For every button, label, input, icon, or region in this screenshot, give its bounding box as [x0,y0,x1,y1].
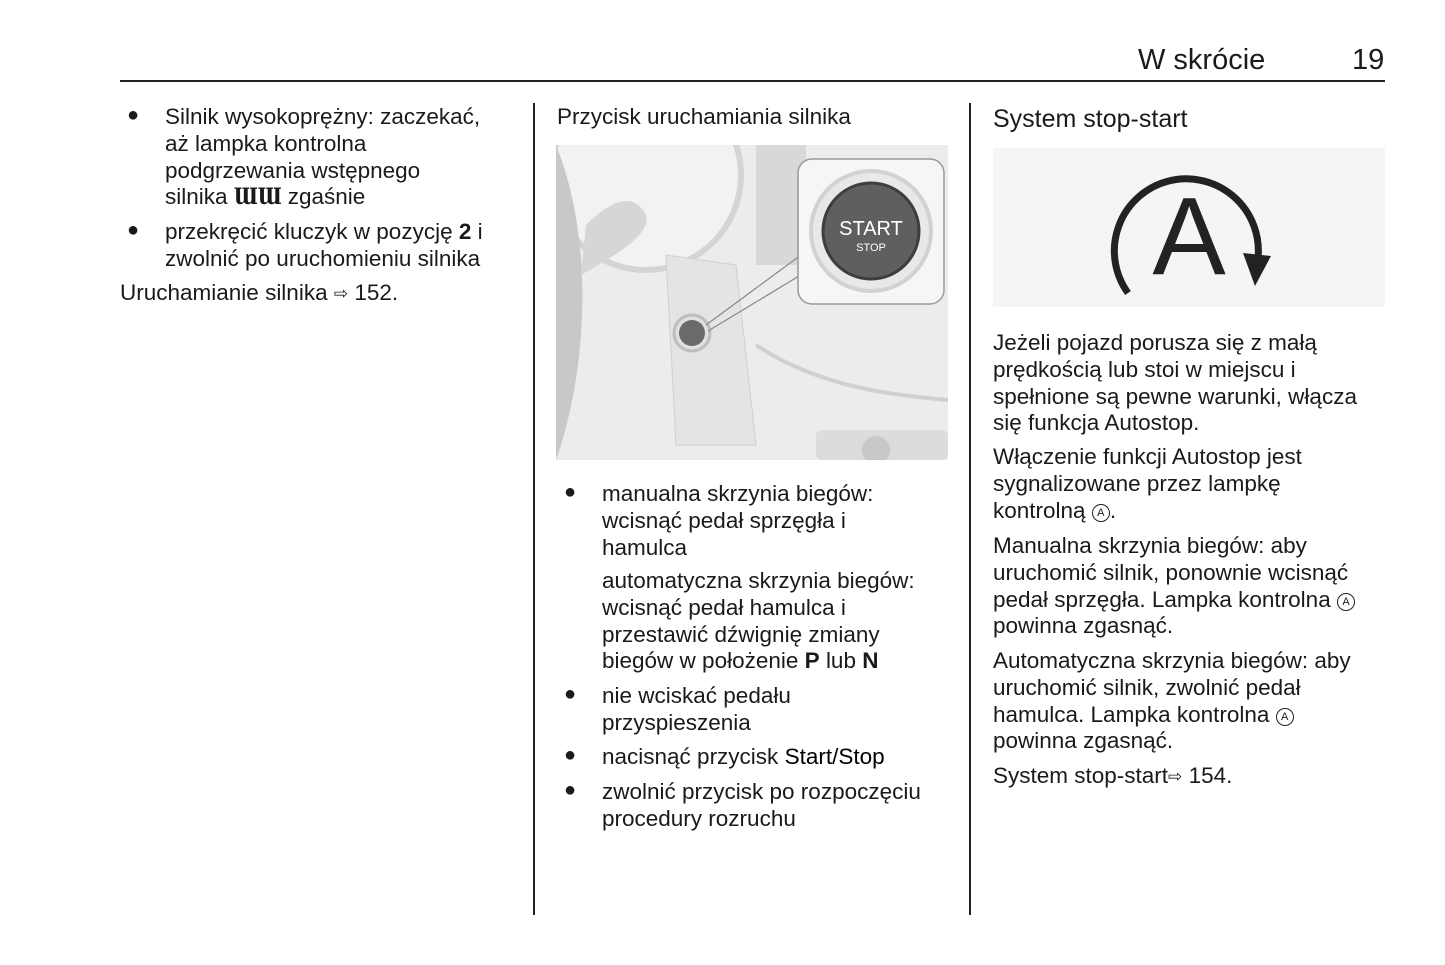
page-number: 19 [1352,44,1385,76]
text-line: przekręcić kluczyk w pozycję [165,219,453,244]
text-line: i [477,219,483,244]
text-line: . [1109,497,1117,523]
text-line: podgrzewania wstępnego [165,157,421,183]
text-line: pedał sprzęgła. Lampka kontrolna [993,586,1331,612]
text-line: prędkością lub stoi w miejscu i [993,356,1296,382]
illustration-stop-label: STOP [856,242,886,254]
text-line: sygnalizowane przez lampkę [993,470,1281,496]
text-line: lub [825,648,856,674]
arrow-right-icon: ⇨ [1168,767,1183,786]
text-line: się funkcja Autostop. [993,410,1200,436]
gear-n: N [862,648,879,674]
reference-page: 154. [1188,763,1233,788]
column-divider [969,103,971,915]
text-line: uruchomić silnik, ponownie wcisnąć [993,559,1349,585]
list-item [165,219,483,273]
bullet-icon: ● [127,104,140,126]
text-line: przyspieszenia [602,709,751,735]
paragraph [993,533,1355,640]
text-line: hamulca [602,534,688,560]
column-divider [533,103,535,915]
text-line: uruchomić silnik, zwolnić pedał [993,674,1301,700]
paragraph [993,444,1302,524]
text-line: powinna zgasnąć. [993,613,1174,639]
section-heading: System stop-start [993,105,1188,133]
text-line: nie wciskać pedału [602,683,791,708]
cross-reference[interactable] [993,763,1232,791]
bullet-icon: ● [127,219,140,241]
reference-text: System stop-start [993,763,1169,788]
text-line: Włączenie funkcji Autostop jest [993,444,1302,469]
text-line: zwolnić po uruchomieniu silnika [165,245,481,271]
text-line: Automatyczna skrzynia biegów: aby [993,648,1351,673]
text-line: biegów w położenie [602,648,799,674]
list-item [165,104,480,211]
text-line: Silnik wysokoprężny: zaczekać, [165,104,481,129]
bullet-icon: ● [564,481,577,503]
list-item [602,683,791,737]
bullet-icon: ● [564,744,577,766]
bullet-icon: ● [564,779,577,801]
autostop-icon-illustration [993,148,1385,307]
list-subitem [602,568,915,675]
text-line: przestawić dźwignię zmiany [602,621,880,647]
text-line: Jeżeli pojazd porusza się z małą [993,330,1317,355]
bullet-icon: ● [564,683,577,705]
text-line: zwolnić przycisk po rozpoczęciu [602,779,921,804]
list-item [602,744,885,771]
paragraph [993,648,1351,755]
glow-plug-icon: ƜƜ [233,184,282,211]
text-line: wcisnąć pedał hamulca i [602,594,846,620]
text-line: procedury rozruchu [602,805,796,831]
text-line: kontrolną [993,497,1086,523]
start-button-illustration [556,145,948,460]
reference-text: Uruchamianie silnika [120,280,328,305]
text-line: hamulca. Lampka kontrolna [993,701,1270,727]
section-title: W skrócie [1138,44,1266,76]
reference-page: 152. [354,280,399,305]
text-line: aż lampka kontrolna [165,130,367,156]
text-line: Manualna skrzynia biegów: aby [993,533,1307,558]
text-line: wcisnąć pedał sprzęgła i [602,507,846,533]
button-name: Start/Stop [784,744,885,769]
list-item [602,779,921,833]
text-line: automatyczna skrzynia biegów: [602,568,915,593]
gear-p: P [804,648,820,674]
paragraph [993,330,1357,437]
autostop-letter: A [1152,175,1226,298]
text-line: zgaśnie [287,184,366,210]
autostop-indicator-icon: A [1337,593,1355,611]
text-line: manualna skrzynia biegów: [602,481,874,506]
text-line: powinna zgasnąć. [993,728,1174,754]
autostop-indicator-icon: A [1276,708,1294,726]
text-line: silnika [165,184,228,210]
list-item [602,481,873,561]
text-line: nacisnąć przycisk [602,744,779,769]
autostop-indicator-icon: A [1092,504,1110,522]
cross-reference[interactable] [120,280,398,308]
arrow-right-icon: ⇨ [333,284,349,303]
illustration-start-label: START [839,218,903,240]
key-position: 2 [458,219,472,244]
text-line: spełnione są pewne warunki, włącza [993,383,1357,409]
section-heading: Przycisk uruchamiania silnika [557,104,851,129]
header-rule [120,80,1385,82]
